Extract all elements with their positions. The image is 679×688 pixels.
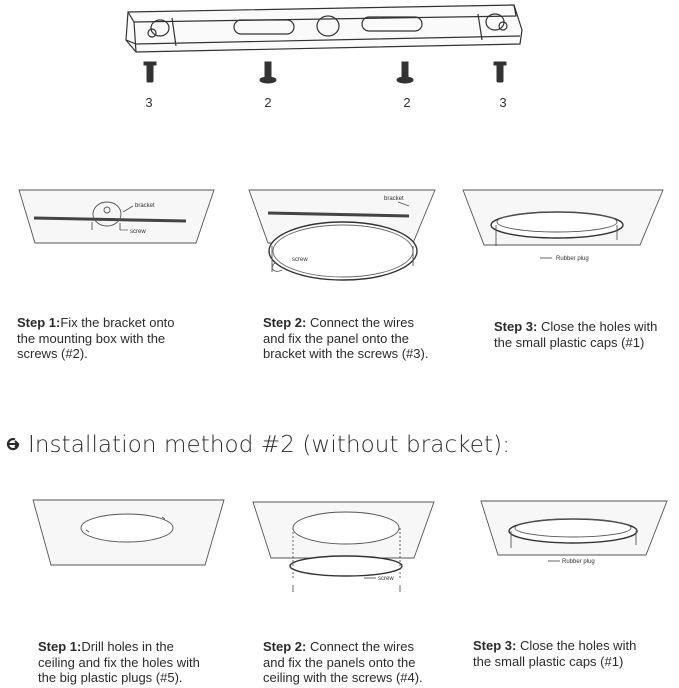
m2-step3-caption bbox=[473, 638, 636, 669]
circular-arrow-bullet-icon bbox=[4, 432, 28, 458]
step-line: bracket with the screws (#3). bbox=[263, 346, 429, 361]
step-line: Connect the wires bbox=[306, 639, 415, 654]
screw-number: 3 bbox=[499, 95, 507, 110]
m2-step1-illustration bbox=[33, 500, 224, 565]
step-line: ceiling with the screws (#4). bbox=[263, 670, 423, 685]
screw-number: 2 bbox=[264, 95, 272, 110]
mounting-bracket-illustration bbox=[126, 5, 522, 52]
step-line: screws (#2). bbox=[17, 346, 88, 361]
step-title: Step 1: bbox=[17, 315, 61, 330]
step-line: Close the holes with bbox=[537, 319, 658, 334]
m1-step2-caption bbox=[263, 315, 428, 362]
m1-step3-illustration bbox=[463, 190, 663, 262]
screw-label: screw bbox=[378, 576, 394, 582]
bracket-label: bracket bbox=[135, 203, 155, 209]
m1-step3-caption bbox=[494, 319, 657, 350]
step-title: Step 3: bbox=[494, 319, 538, 334]
m2-step1-caption bbox=[38, 639, 200, 686]
screw-label: screw bbox=[292, 257, 308, 263]
step-line: ceiling and fix the holes with bbox=[38, 654, 200, 670]
m2-step2-caption bbox=[263, 639, 423, 686]
m1-step1-caption bbox=[17, 315, 175, 362]
rubber-plug-label: Rubber plug bbox=[556, 256, 589, 262]
method2-heading bbox=[4, 432, 510, 458]
step-line: Drill holes in the bbox=[81, 639, 174, 654]
method2-heading-text: Installation method #2 (without bracket): bbox=[28, 432, 511, 458]
screw-label: screw bbox=[130, 229, 146, 235]
step-line: Fix the bracket onto bbox=[60, 315, 175, 330]
step-line: Close the holes with the small plastic caps (#1) bbox=[473, 638, 637, 669]
screw-number: 2 bbox=[403, 95, 411, 110]
step-title: Step 3: bbox=[473, 638, 517, 653]
screw-number: 3 bbox=[145, 95, 153, 110]
step-line: the small plastic caps (#1) bbox=[494, 334, 645, 350]
step-line: the big plastic plugs (#5). bbox=[38, 670, 183, 685]
step-line: the mounting box with the bbox=[17, 330, 166, 346]
rubber-plug-label: Rubber plug bbox=[562, 559, 595, 565]
m1-step1-illustration bbox=[19, 190, 214, 243]
step-title: Step 2: bbox=[263, 639, 307, 654]
step-title: Step 2: bbox=[263, 315, 307, 330]
step-line: and fix the panels onto the bbox=[263, 654, 416, 670]
screw-icon bbox=[144, 62, 506, 83]
step-line: and fix the panel onto the bbox=[263, 330, 410, 346]
m1-step2-illustration bbox=[249, 190, 435, 280]
step-line: Connect the wires bbox=[306, 315, 415, 330]
bracket-label: bracket bbox=[384, 196, 404, 202]
step-title: Step 1: bbox=[38, 639, 82, 654]
m2-step3-illustration bbox=[481, 501, 667, 565]
m2-step2-illustration bbox=[253, 502, 434, 592]
